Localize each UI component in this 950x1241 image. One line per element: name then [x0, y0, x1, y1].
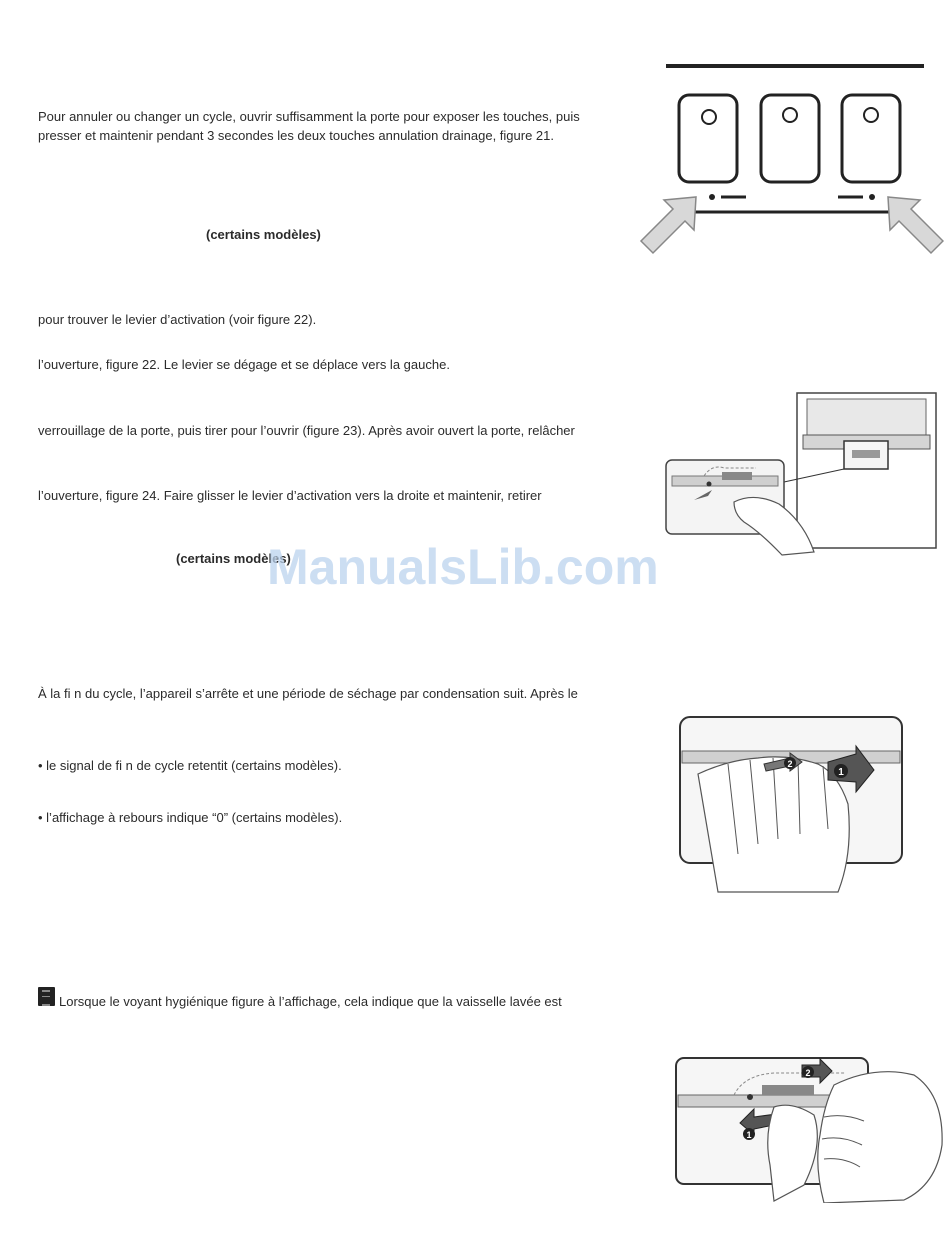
watermark: ManualsLib.com: [267, 539, 659, 595]
figure-23-pull-lever: [678, 714, 906, 896]
figure-21-cancel-drain-keys: [638, 60, 944, 260]
certain-models-heading-2: (certains modèles): [176, 551, 291, 566]
bullet-countdown: • l’affichage à rebours indique “0” (certains modèles).: [38, 810, 343, 825]
cancel-cycle-text-2: presser et maintenir pendant 3 secondes les deux touches annulation drainage, figure 21.: [38, 128, 555, 143]
step-1b-label: 1: [746, 1130, 752, 1140]
opening-fig22-text: l’ouverture, figure 22. Le levier se dégage et se déplace vers la gauche.: [38, 357, 450, 372]
find-lever-text: pour trouver le levier d’activation (voir figure 22).: [38, 312, 317, 327]
sanitize-indicator-icon: [38, 987, 55, 1006]
figure-24-slide-lever: [674, 1055, 946, 1203]
step-2b-label: 2: [805, 1068, 811, 1078]
opening-fig24-text: l’ouverture, figure 24. Faire glisser le levier d’activation vers la droite et maintenir, retirer: [38, 488, 542, 503]
step-1-label: 1: [838, 767, 844, 778]
hygienic-text: Lorsque le voyant hygiénique figure à l’affichage, cela indique que la vaisselle lavée est: [59, 994, 562, 1009]
certain-models-heading-1: (certains modèles): [206, 227, 321, 242]
door-lock-text: verrouillage de la porte, puis tirer pour l’ouvrir (figure 23). Après avoir ouvert la porte, relâcher: [38, 423, 575, 438]
end-cycle-text: À la fi n du cycle, l’appareil s’arrête et une période de séchage par condensation suit. Après le: [38, 686, 578, 701]
bullet-end-signal: • le signal de fi n de cycle retentit (certains modèles).: [38, 758, 342, 773]
figure-22-lever-location: [664, 392, 938, 557]
step-2-label: 2: [787, 759, 793, 769]
cancel-cycle-text: Pour annuler ou changer un cycle, ouvrir suffisamment la porte pour exposer les touches, puis: [38, 109, 580, 124]
